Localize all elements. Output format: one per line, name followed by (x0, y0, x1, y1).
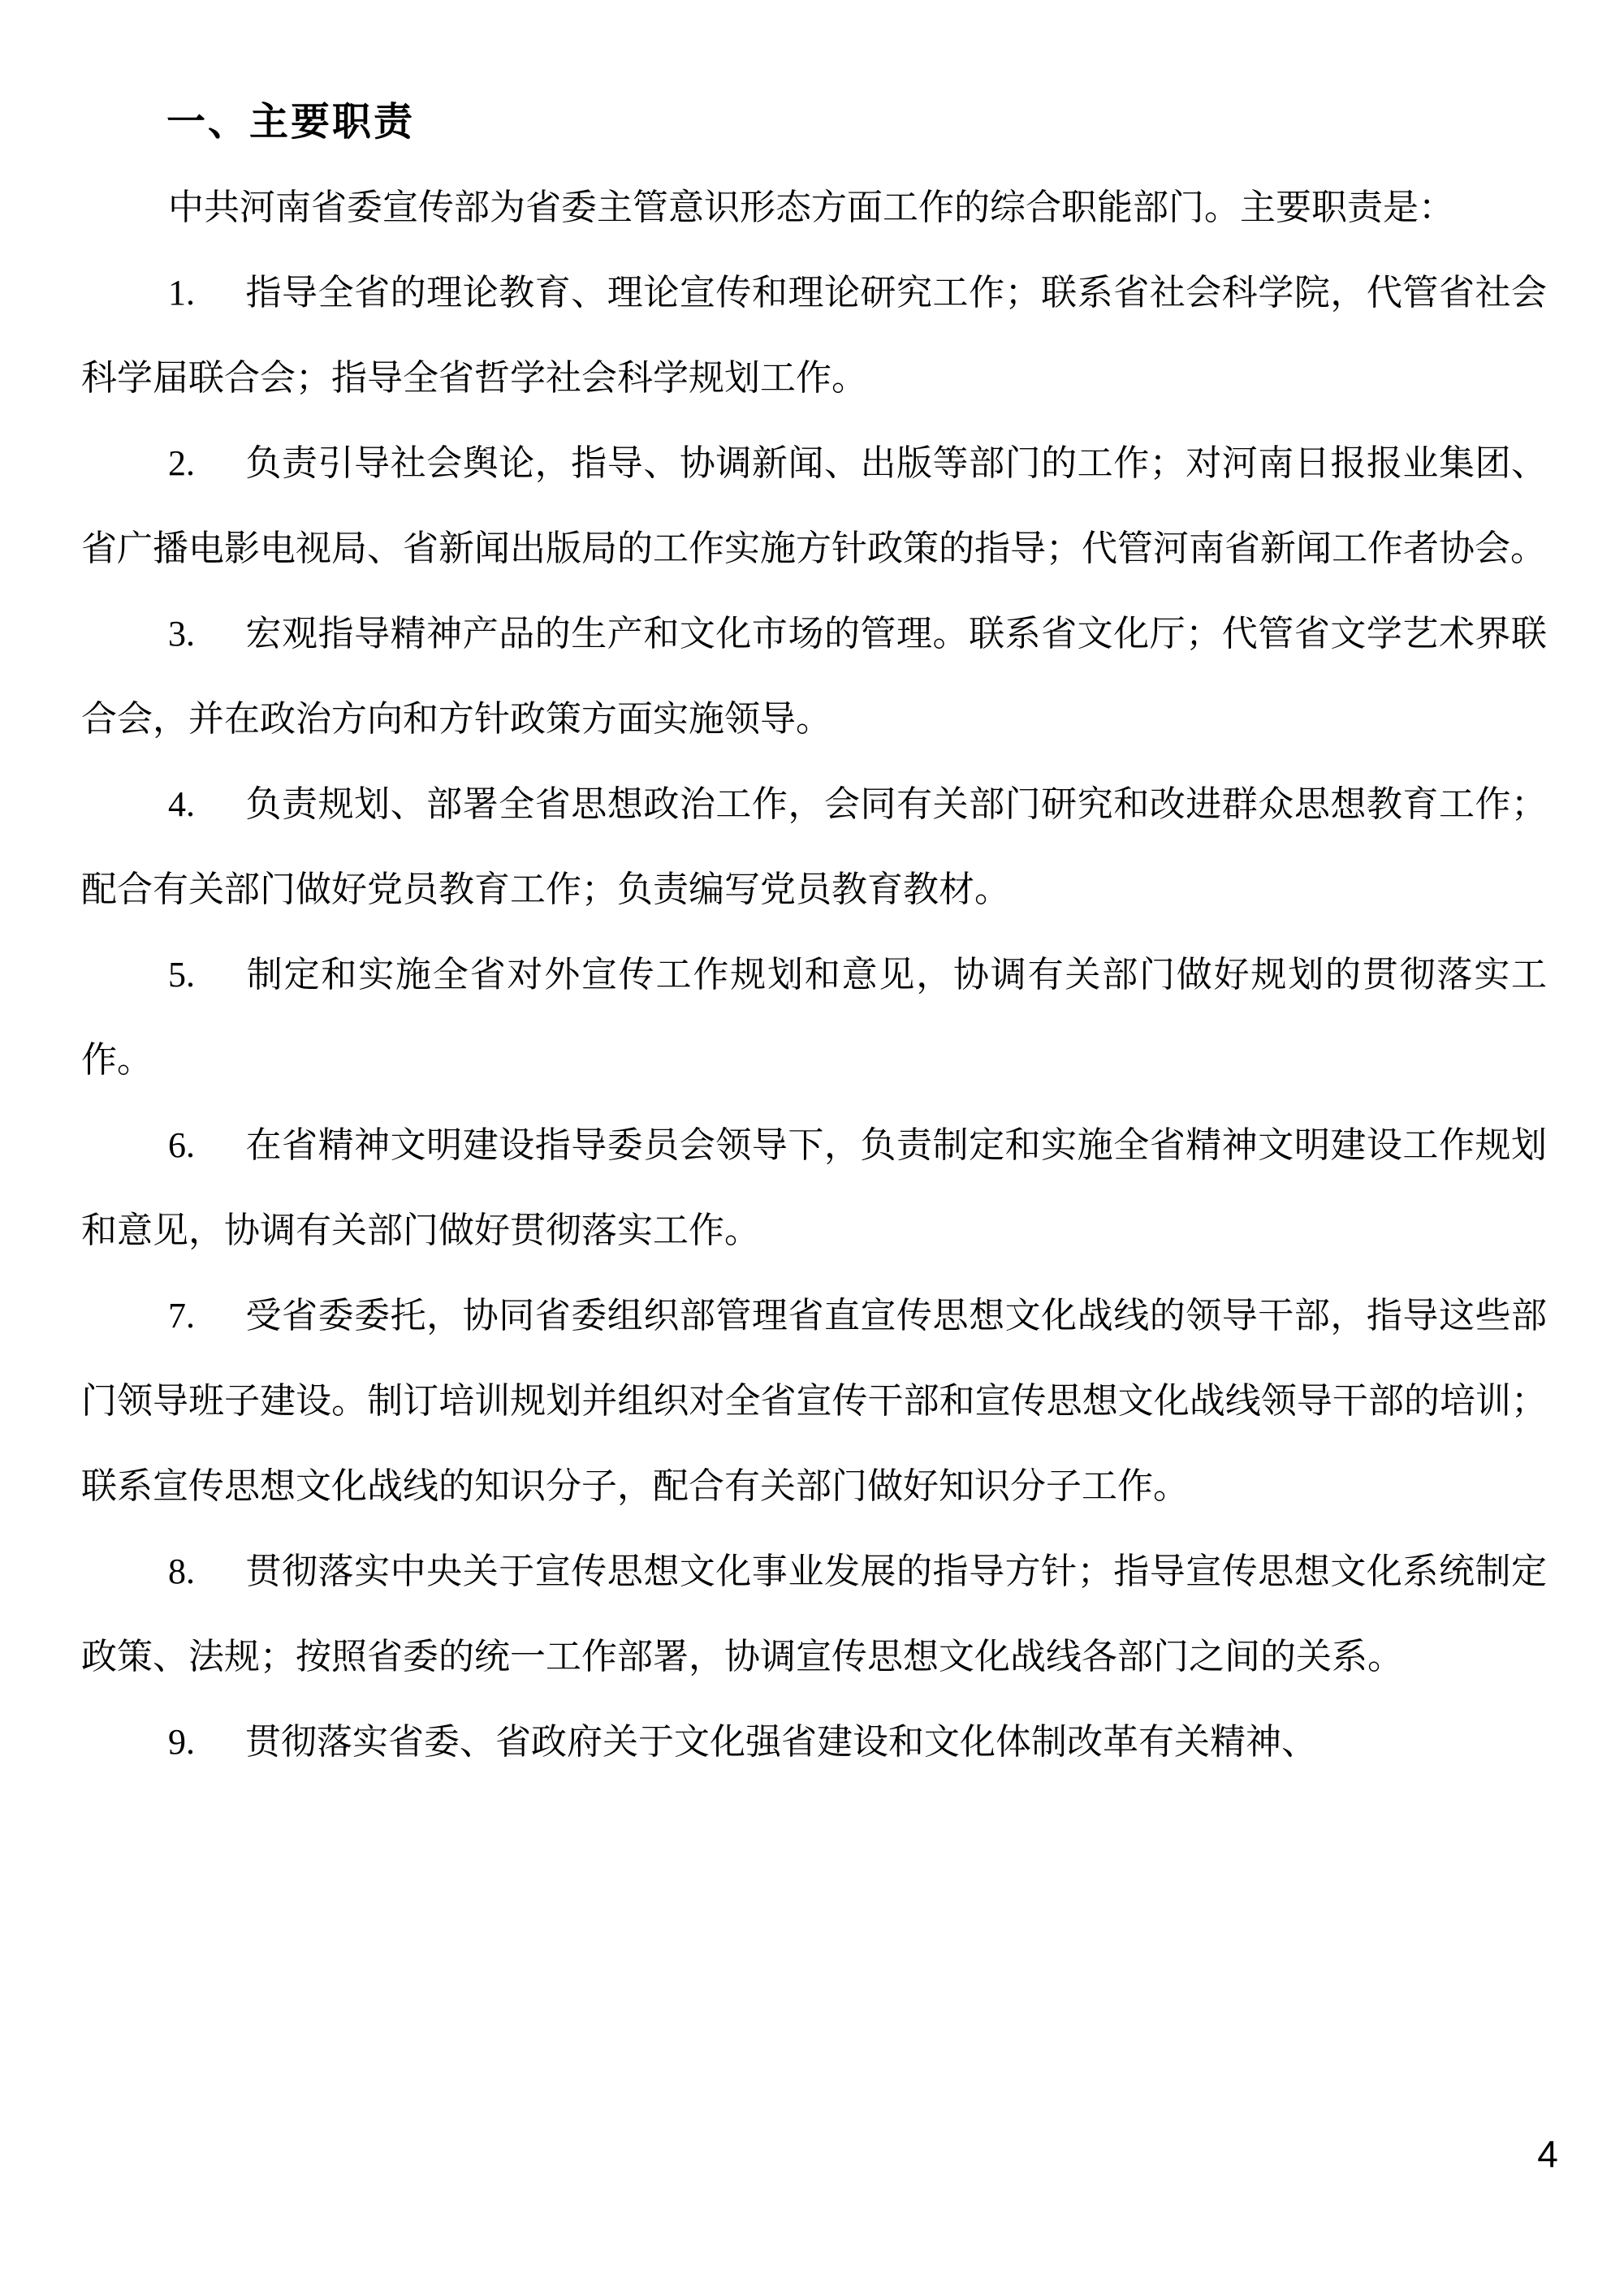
item-text: 宏观指导精神产品的生产和文化市场的管理。联系省文化厅；代管省文学艺术界联合会，并在政治方向和方针政策方面实施领导。 (81, 614, 1547, 739)
item-text: 受省委委托，协同省委组织部管理省直宣传思想文化战线的领导干部，指导这些部门领导班子建设。制订培训规划并组织对全省宣传干部和宣传思想文化战线领导干部的培训；联系宣传思想文化战线的知识分子，配合有关部门做好知识分子工作。 (81, 1296, 1547, 1506)
duty-item-2 (81, 421, 1547, 591)
item-number: 8. (168, 1552, 195, 1591)
item-text: 负责引导社会舆论，指导、协调新闻、出版等部门的工作；对河南日报报业集团、省广播电影电视局、省新闻出版局的工作实施方针政策的指导；代管河南省新闻工作者协会。 (81, 443, 1547, 568)
item-number: 7. (168, 1296, 195, 1336)
item-number: 9. (168, 1722, 195, 1762)
item-text: 贯彻落实省委、省政府关于文化强省建设和文化体制改革有关精神、 (245, 1722, 1317, 1762)
duty-item-8 (81, 1529, 1547, 1699)
document-body (81, 80, 1547, 1785)
duty-item-6 (81, 1103, 1547, 1273)
duty-item-4 (81, 762, 1547, 932)
item-text: 负责规划、部署全省思想政治工作，会同有关部门研究和改进群众思想教育工作；配合有关部门做好党员教育工作；负责编写党员教育教材。 (81, 784, 1547, 909)
item-number: 4. (168, 784, 195, 824)
duty-item-1 (81, 250, 1547, 421)
intro-paragraph: 中共河南省委宣传部为省委主管意识形态方面工作的综合职能部门。主要职责是： (168, 188, 1454, 227)
page-number: 4 (1537, 2133, 1558, 2175)
section-title: 一、主要职责 (166, 101, 416, 144)
duty-item-3 (81, 591, 1547, 762)
item-text: 在省精神文明建设指导委员会领导下，负责制定和实施全省精神文明建设工作规划和意见，协调有关部门做好贯彻落实工作。 (81, 1125, 1547, 1250)
item-text: 制定和实施全省对外宣传工作规划和意见，协调有关部门做好规划的贯彻落实工作。 (81, 955, 1547, 1080)
duty-item-9 (81, 1699, 1547, 1785)
item-number: 2. (168, 443, 195, 483)
item-number: 6. (168, 1125, 195, 1165)
item-number: 5. (168, 955, 195, 995)
item-text: 贯彻落实中央关于宣传思想文化事业发展的指导方针；指导宣传思想文化系统制定政策、法规；按照省委的统一工作部署，协调宣传思想文化战线各部门之间的关系。 (81, 1552, 1547, 1677)
item-text: 指导全省的理论教育、理论宣传和理论研究工作；联系省社会科学院，代管省社会科学届联合会；指导全省哲学社会科学规划工作。 (81, 273, 1547, 398)
item-number: 3. (168, 614, 195, 654)
duty-item-5 (81, 932, 1547, 1103)
item-number: 1. (168, 273, 195, 313)
duty-item-7 (81, 1273, 1547, 1529)
